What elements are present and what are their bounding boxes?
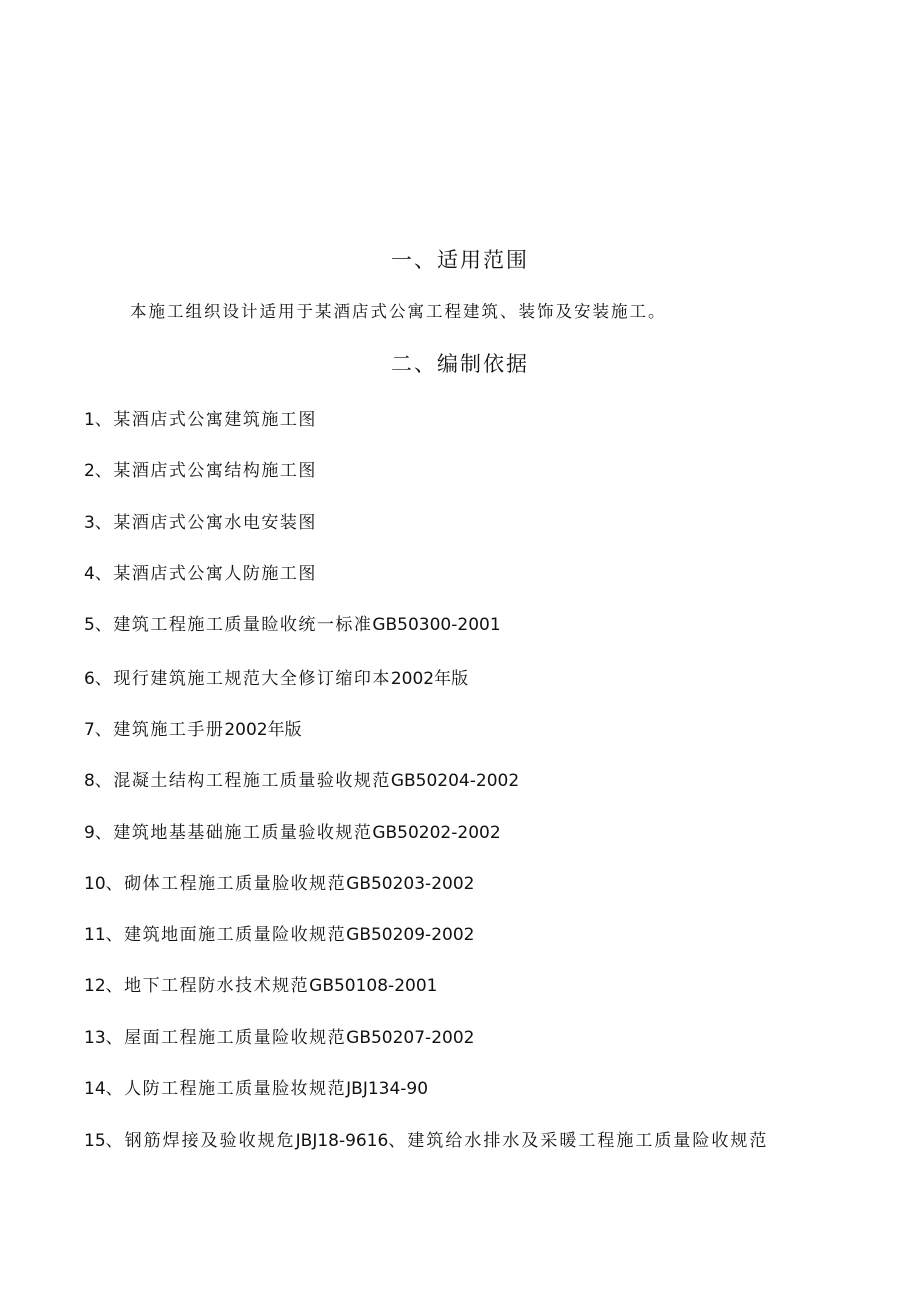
basis-item xyxy=(84,456,317,481)
section-1-body: 本施工组织设计适用于某酒店式公寓工程建筑、装饰及安装施工。 xyxy=(130,302,667,321)
item-text: 、钢筋焊接及验收规危 xyxy=(105,1131,296,1151)
item-number: 12 xyxy=(84,976,106,996)
basis-item xyxy=(84,559,317,584)
basis-item xyxy=(84,818,501,843)
item-number: 2 xyxy=(84,461,95,481)
item-number: 15 xyxy=(84,1131,106,1151)
item-text: 、某酒店式公寓建筑施工图 xyxy=(94,410,317,430)
item-text: 、屋面工程施工质量险收规范 xyxy=(105,1028,347,1048)
item-text: 、人防工程施工质量脸妆规范 xyxy=(105,1079,347,1099)
item-text: 、混凝土结构工程施工质量验收规范 xyxy=(94,771,391,791)
basis-item xyxy=(84,1126,768,1151)
item-number: 8 xyxy=(84,771,95,791)
basis-item xyxy=(84,715,302,740)
item-text: 、某酒店式公寓人防施工图 xyxy=(94,564,317,584)
basis-item xyxy=(84,920,474,945)
item-text: 、建筑地基基础施工质量验收规范 xyxy=(94,823,373,843)
item-number: 5 xyxy=(84,615,95,635)
section-2-title: 二、编制依据 xyxy=(391,352,529,376)
basis-item xyxy=(84,405,317,430)
item-code: 2002年版 xyxy=(224,720,302,740)
basis-item xyxy=(84,508,317,533)
item-text: 、建筑施工手册 xyxy=(94,720,225,740)
item-code: 2002年版 xyxy=(390,669,469,689)
item-text: 、建筑地面施工质量险收规范 xyxy=(105,925,347,945)
basis-item xyxy=(84,610,501,635)
item-text: 、建筑工程施工质量睑收统一标准 xyxy=(94,615,373,635)
basis-item xyxy=(84,971,437,996)
item-number: 1 xyxy=(84,410,95,430)
basis-item xyxy=(84,1074,428,1099)
item-code: GB50209-2002 xyxy=(346,925,475,945)
item-number: 9 xyxy=(84,823,95,843)
item-text-tail: 、建筑给水排水及采暖工程施工质量险收规范 xyxy=(388,1131,769,1151)
item-code: JBJ134-90 xyxy=(346,1079,429,1099)
item-number: 11 xyxy=(84,925,106,945)
item-number: 4 xyxy=(84,564,95,584)
item-number: 3 xyxy=(84,513,95,533)
item-number: 14 xyxy=(84,1079,106,1099)
item-text: 、地下工程防水技术规范 xyxy=(105,976,310,996)
basis-item xyxy=(84,664,468,689)
item-code: GB50300-2001 xyxy=(372,615,501,635)
basis-item xyxy=(84,766,519,791)
item-number: 13 xyxy=(84,1028,106,1048)
item-code: GB50203-2002 xyxy=(346,874,475,894)
item-code: GB50204-2002 xyxy=(390,771,520,791)
basis-item xyxy=(84,1023,474,1048)
item-text: 、某酒店式公寓结构施工图 xyxy=(94,461,317,481)
item-number: 7 xyxy=(84,720,95,740)
item-code: JBJ18-9616 xyxy=(295,1131,389,1151)
section-1-title: 一、适用范围 xyxy=(391,248,529,272)
item-code: GB50202-2002 xyxy=(372,823,501,843)
item-text: 、某酒店式公寓水电安装图 xyxy=(94,513,317,533)
basis-item xyxy=(84,869,474,894)
item-number: 6 xyxy=(84,669,95,689)
item-text: 、现行建筑施工规范大全修订缩印本 xyxy=(94,669,391,689)
item-code: GB50108-2001 xyxy=(309,976,438,996)
item-text: 、砌体工程施工质量脸收规范 xyxy=(105,874,347,894)
item-number: 10 xyxy=(84,874,106,894)
item-code: GB50207-2002 xyxy=(346,1028,475,1048)
